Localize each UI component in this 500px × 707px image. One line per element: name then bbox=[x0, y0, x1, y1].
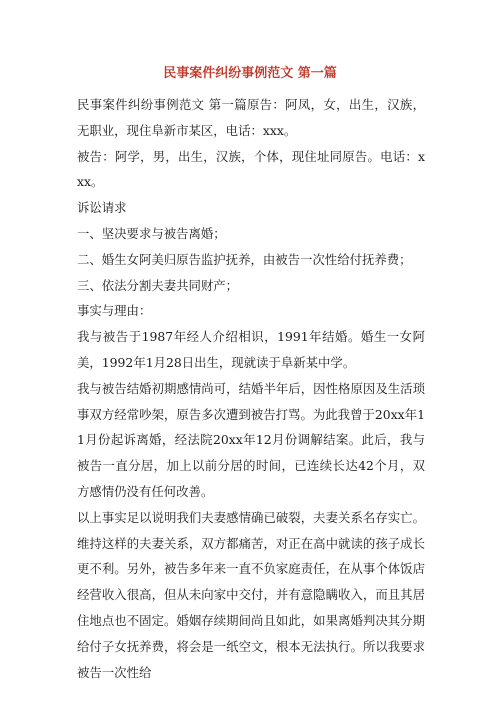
document-body bbox=[77, 92, 425, 685]
document-title: 民事案件纠纷事例范文 第一篇 bbox=[163, 66, 337, 81]
paragraph-conclusion: 以上事实足以说明我们夫妻感情确已破裂，夫妻关系名存实亡。维持这样的夫妻关系，双方都痛苦，对正在高中就读的孩子成长更不利。另外，被告多年来一直不负家庭责任，在从事个体饭店经营收入很高，但从未向家中交付，并有意隐瞒收入，而且其居住地点也不固定。婚姻存续期间尚且如此，如果离婚判决其分期给付子女抚养费，将会是一纸空文，根本无法执行。所以我要求被告一次性给 bbox=[77, 509, 425, 680]
paragraph-conflict: 我与被告结婚初期感情尚可，结婚半年后，因性格原因及生活琐事双方经常吵架，原告多次遭到被告打骂。为此我曾于20xx年11月份起诉离婚，经法院20xx年12月份调解结案。此后，我与被告一直分居，加上以前分居的时间，已连续长达42个月，双方感情仍没有任何改善。 bbox=[77, 380, 425, 499]
paragraph-plaintiff: 民事案件纠纷事例范文 第一篇原告：阿凤，女，出生，汉族，无职业，现住阜新市某区，电话：xxx。 bbox=[77, 97, 425, 138]
paragraph-defendant: 被告：阿学，男，出生，汉族，个体，现住址同原告。电话：xxx。 bbox=[77, 148, 425, 190]
claim-item-1: 一、坚决要求与被告离婚； bbox=[77, 225, 226, 241]
claim-item-3: 三、依法分割夫妻共同财产； bbox=[77, 277, 239, 293]
paragraph-marriage: 我与被告于1987年经人介绍相识，1991年结婚。婚生一女阿美，1992年1月28日出生，现就读于阜新某中学。 bbox=[77, 329, 425, 370]
heading-claims: 诉讼请求 bbox=[77, 200, 127, 216]
claim-item-2: 二、婚生女阿美归原告监护抚养，由被告一次性给付抚养费； bbox=[77, 251, 412, 267]
heading-facts: 事实与理由： bbox=[77, 303, 152, 319]
